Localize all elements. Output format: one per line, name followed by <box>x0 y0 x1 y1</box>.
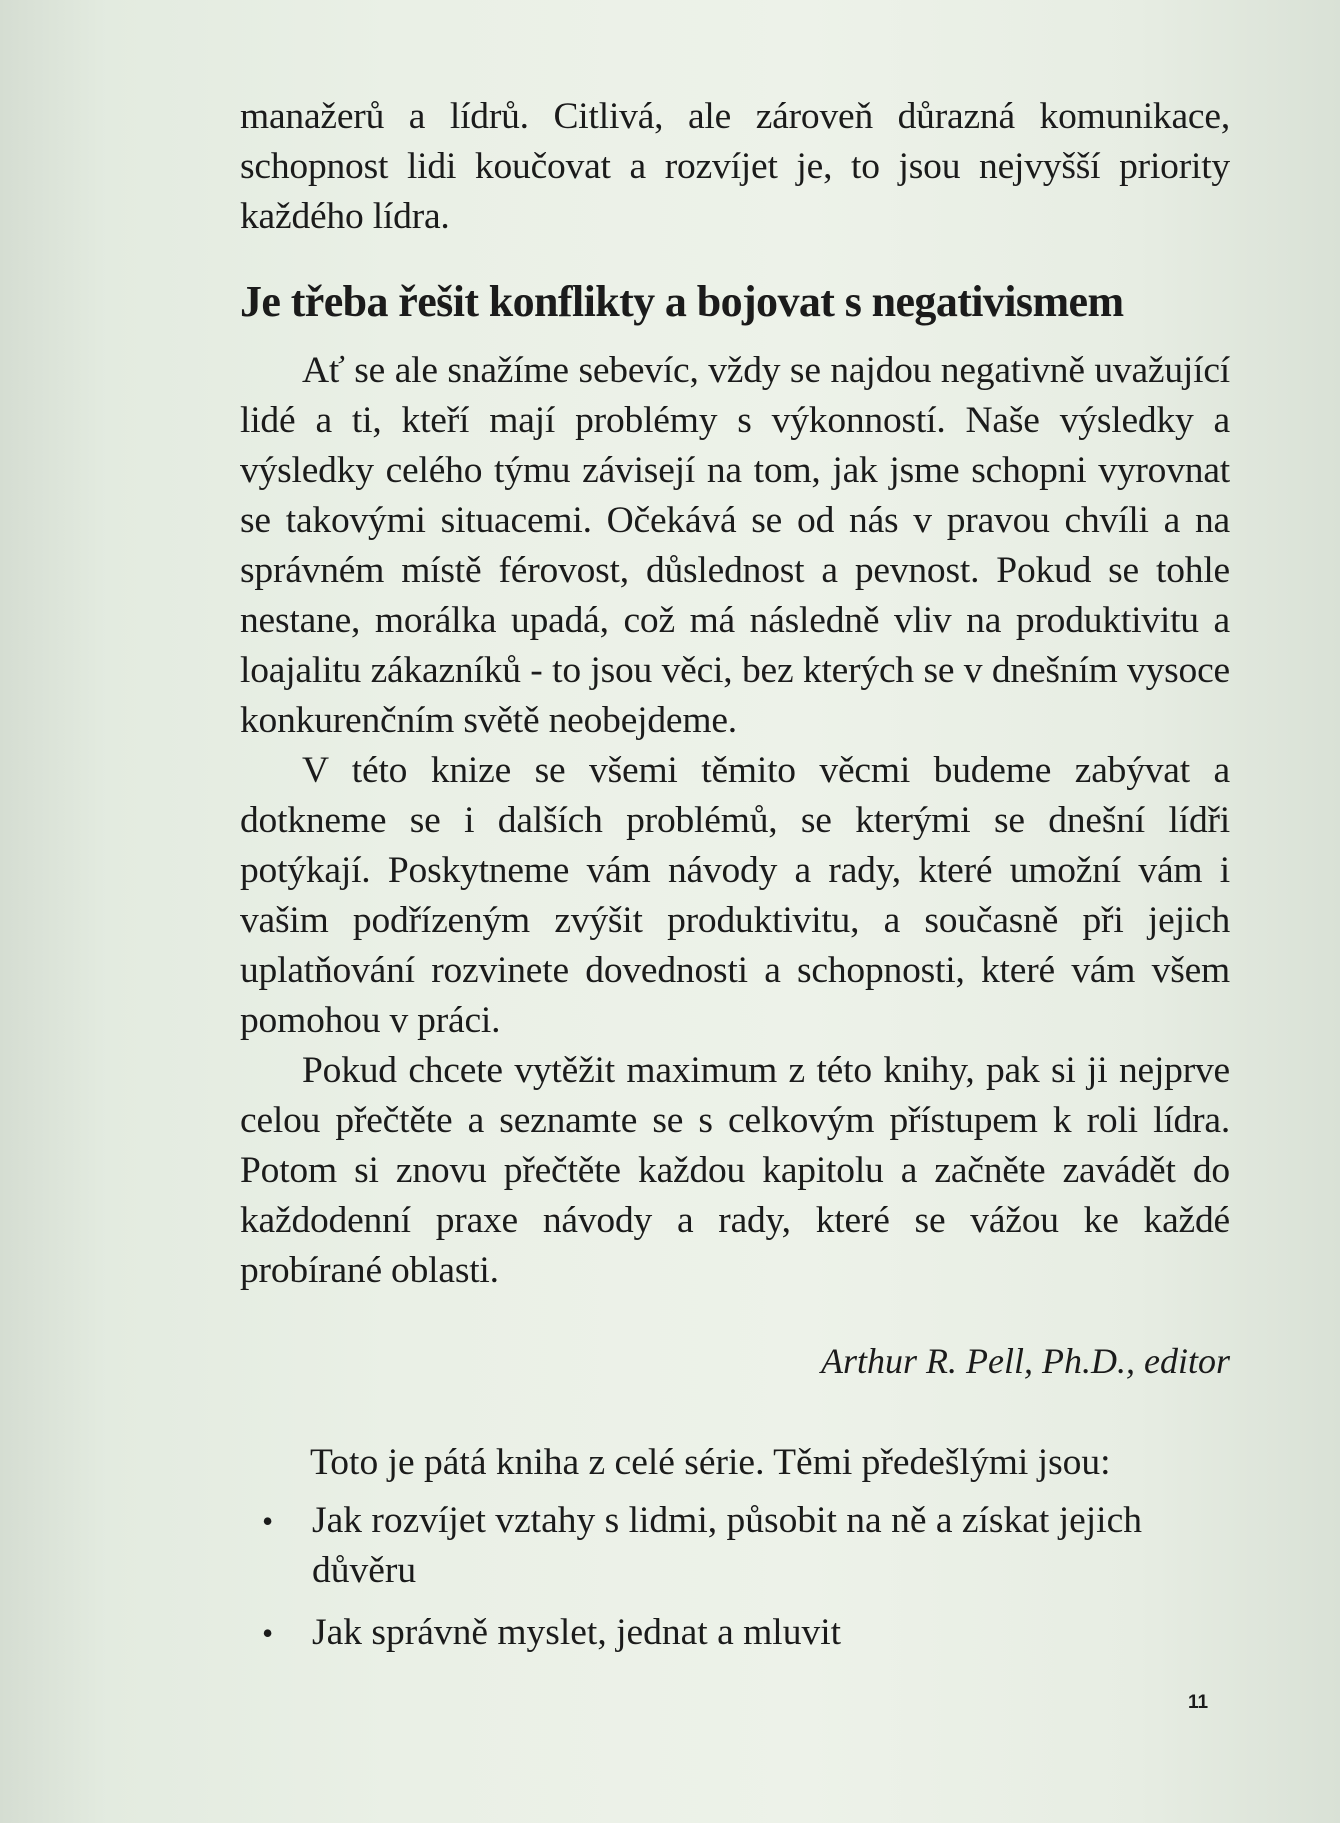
paragraph-negativism: Ať se ale snažíme sebevíc, vždy se najdou negativně uvažující lidé a ti, kteří mají problémy s výkonností. Naše výsledky a výsledky celého týmu závisejí na tom, jak jsme schopni vyrovnat se takovými situacemi. Očekává se od nás v pravou chvíli a na správném místě férovost, důslednost a pevnost. Pokud se tohle nestane, morálka upadá, což má následně vliv na produktivitu a loajalitu zákazníků - to jsou věci, bez kterých se v dnešním vysoce konkurenčním světě neobejdeme. <box>240 350 1230 741</box>
series-title-2: Jak správně myslet, jednat a mluvit <box>312 1612 842 1653</box>
bullet-icon: • <box>262 1503 274 1539</box>
series-title-1: Jak rozvíjet vztahy s lidmi, působit na ně a získat jejich důvěru <box>312 1500 1142 1591</box>
page-number: 11 <box>1188 1692 1209 1713</box>
section-heading: Je třeba řešit konflikty a bojovat s negativismem <box>240 277 1124 326</box>
paragraph-continuation: manažerů a lídrů. Citlivá, ale zároveň důrazná komunikace, schopnost lidi koučovat a rozvíjet je, to jsou nejvyšší priority každého lídra. <box>240 96 1230 237</box>
text-column <box>240 92 1230 1670</box>
editor-signature: Arthur R. Pell, Ph.D., editor <box>821 1341 1230 1381</box>
bullet-icon: • <box>262 1615 274 1651</box>
series-intro: Toto je pátá kniha z celé série. Těmi předešlými jsou: <box>310 1442 1111 1483</box>
paragraph-book-scope: V této knize se všemi těmito věcmi budeme zabývat a dotkneme se i dalších problémů, se kterými se dnešní lídři potýkají. Poskytneme vám návody a rady, které umožní vám i vašim podřízeným zvýšit produktivitu, a současně při jejich uplatňování rozvinete dovednosti a schopnosti, které vám všem pomohou v práci. <box>240 750 1230 1041</box>
list-item <box>240 1608 1230 1658</box>
paragraph-how-to-read: Pokud chcete vytěžit maximum z této knihy, pak si ji nejprve celou přečtěte a seznamte se s celkovým přístupem k roli lídra. Potom si znovu přečtěte každou kapitolu a začněte zavádět do každodenní praxe návody a rady, které se vážou ke každé probírané oblasti. <box>240 1050 1230 1291</box>
list-item <box>240 1496 1230 1596</box>
series-list <box>240 1496 1230 1658</box>
